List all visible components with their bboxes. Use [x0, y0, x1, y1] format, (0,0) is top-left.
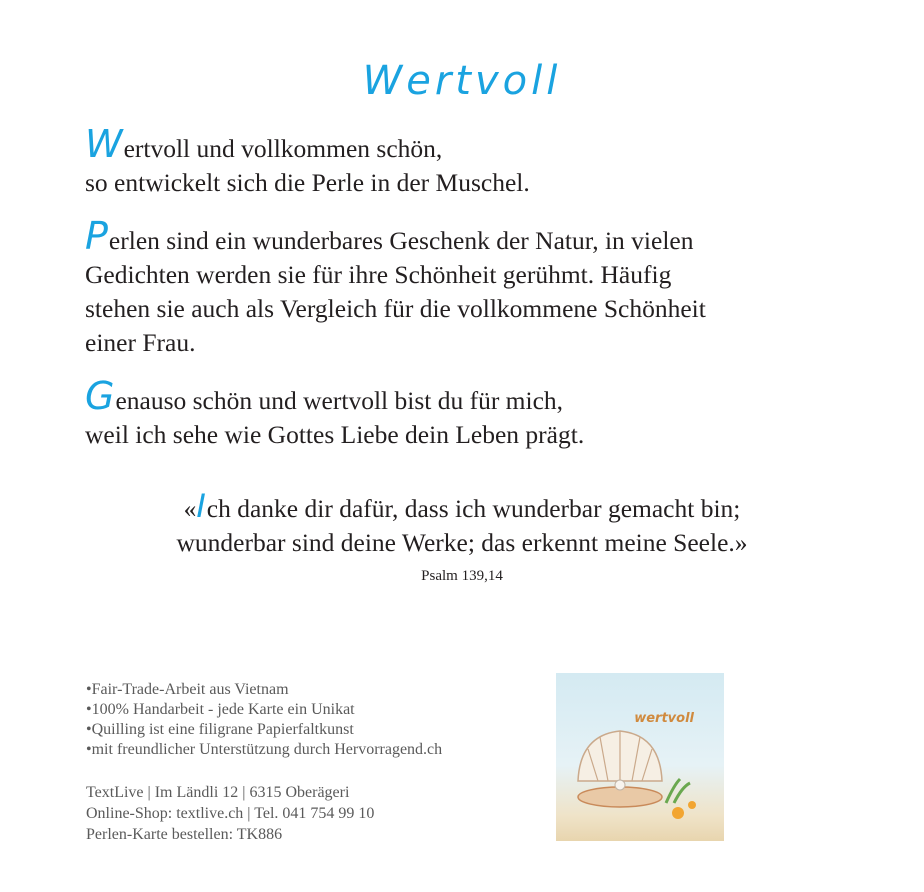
paragraph-1: [85, 122, 845, 200]
list-item: • Fair-Trade-Arbeit aus Vietnam: [86, 680, 442, 700]
paragraph-2: [85, 214, 845, 360]
bible-quote: [0, 487, 924, 560]
quote-reference: Psalm 139,14: [421, 568, 503, 584]
drop-cap: W: [85, 122, 123, 166]
paragraph-3: [85, 374, 845, 452]
card-caption: wertvoll: [634, 711, 694, 726]
page-title: Wertvoll: [362, 58, 562, 104]
feature-list: [86, 680, 442, 760]
drop-cap: G: [85, 374, 115, 418]
quote-line: ch danke dir dafür, dass ich wunderbar gemacht bin;: [206, 494, 741, 523]
card-image: [556, 673, 724, 841]
list-item: • mit freundlicher Unterstützung durch Hervorragend.ch: [86, 740, 442, 760]
paragraph-line: ertvoll und vollkommen schön,: [123, 134, 443, 163]
paragraph-line: Gedichten werden sie für ihre Schönheit gerühmt. Häufig: [85, 260, 672, 289]
quote-line: wunderbar sind deine Werke; das erkennt meine Seele.»: [176, 528, 748, 557]
paragraph-line: enauso schön und wertvoll bist du für mich,: [115, 386, 564, 415]
drop-cap: P: [85, 214, 108, 258]
contact-info: [86, 782, 374, 845]
list-item: • 100% Handarbeit - jede Karte ein Unikat: [86, 700, 442, 720]
list-item: • Quilling ist eine filigrane Papierfaltkunst: [86, 720, 442, 740]
quote-open-mark: «: [183, 494, 197, 523]
contact-line: TextLive | Im Ländli 12 | 6315 Oberägeri: [86, 784, 350, 801]
shell-icon: [556, 673, 724, 841]
paragraph-line: so entwickelt sich die Perle in der Muschel.: [85, 168, 530, 197]
paragraph-line: erlen sind ein wunderbares Geschenk der Natur, in vielen: [108, 226, 694, 255]
paragraph-line: weil ich sehe wie Gottes Liebe dein Leben prägt.: [85, 420, 585, 449]
paragraph-line: einer Frau.: [85, 328, 196, 357]
contact-line: Online-Shop: textlive.ch | Tel. 041 754 99 10: [86, 805, 375, 822]
drop-cap: I: [196, 487, 206, 525]
paragraph-line: stehen sie auch als Vergleich für die vollkommene Schönheit: [85, 294, 706, 323]
contact-line: Perlen-Karte bestellen: TK886: [86, 826, 283, 843]
